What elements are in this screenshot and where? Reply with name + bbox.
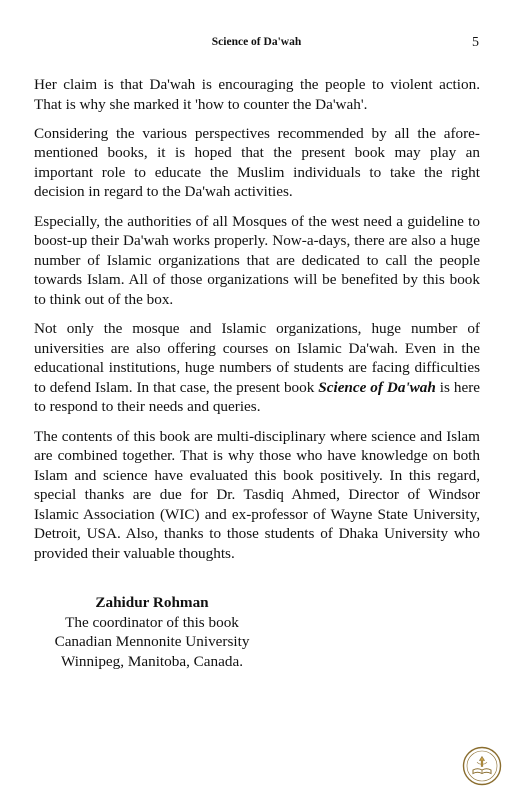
- book-seal-icon: [462, 746, 502, 786]
- author-role: The coordinator of this book: [65, 613, 239, 631]
- author-name: Zahidur Rohman: [95, 594, 209, 611]
- signature-block: [34, 593, 270, 671]
- paragraph-4: [34, 319, 480, 417]
- running-title: Science of Da'wah: [211, 36, 302, 48]
- paragraph-2: Considering the various perspectives recommended by all the afore-mentioned books, it is hoped that the present book may play an important role to educate the Muslim individuals to take the right decision in regard to the Da'wah activities.: [34, 124, 480, 201]
- author-institution: Canadian Mennonite University: [54, 633, 250, 651]
- paragraph-4-text-after: is here to respond to their needs and queries.: [34, 378, 480, 416]
- paragraph-1: Her claim is that Da'wah is encouraging the people to violent action. That is why she marked it 'how to counter the Da'wah'.: [34, 76, 480, 113]
- page-number: 5: [472, 35, 479, 50]
- body-text: [34, 75, 480, 573]
- author-location: Winnipeg, Manitoba, Canada.: [60, 652, 243, 670]
- book-title-emphasis: Science of Da'wah: [318, 378, 436, 396]
- paragraph-5: The contents of this book are multi-disciplinary where science and Islam are combined together. That is why those who have knowledge on both Islam and science have evaluated this book positively. In this regard, special thanks are due for Dr. Tasdiq Ahmed, Director of Windsor Islamic Association (WIC) and ex-professor of Wayne State University, Detroit, USA. Also, thanks to those students of Dhaka University who provided their valuable thoughts.: [34, 427, 480, 563]
- paragraph-4-text-before: Not only the mosque and Islamic organizations, huge number of universities are also offering courses on Islamic Da'wah. Even in the educational institutions, huge numbers of students are facing difficulties to defend Islam. In that case, the present book: [34, 320, 480, 396]
- paragraph-3: Especially, the authorities of all Mosques of the west need a guideline to boost-up their Da'wah works properly. Now-a-days, there are also a huge number of Islamic organizations that are dedicated to call the people towards Islam. All of those organizations will be benefited by this book to think out of the box.: [34, 212, 480, 308]
